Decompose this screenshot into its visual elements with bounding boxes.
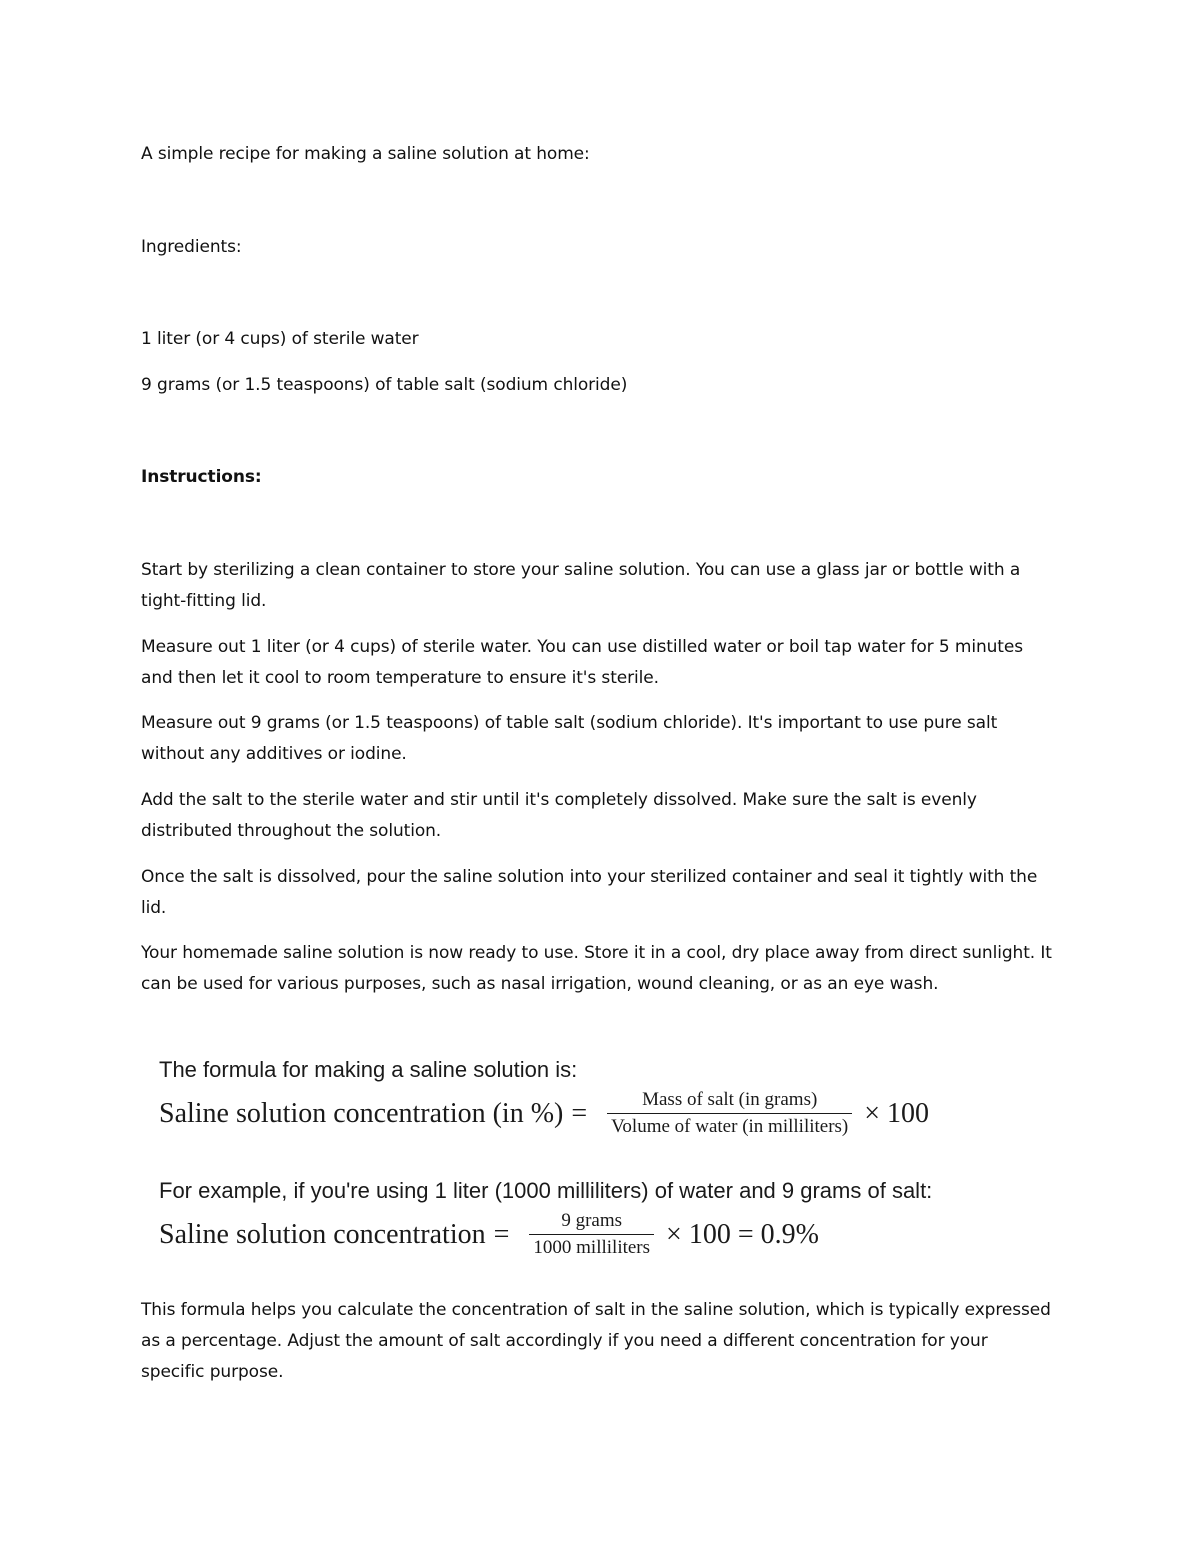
instructions-heading: Instructions: [141,467,262,487]
intro-text: A simple recipe for making a saline solution at home: [141,144,590,164]
ingredient-item: 9 grams (or 1.5 teaspoons) of table salt (sodium chloride) [141,375,628,395]
example-equals: = [493,1218,510,1250]
formula-heading: The formula for making a saline solution is: [159,1057,578,1082]
example-numerator: 9 grams [561,1210,623,1231]
instruction-step: Add the salt to the sterile water and stir until it's completely dissolved. Make sure the salt is evenly distributed throughout the solution. [141,790,977,841]
formula-equals: = [571,1097,588,1129]
formula-fraction [607,1089,852,1138]
formula-equation [159,1089,929,1138]
instruction-step: Your homemade saline solution is now ready to use. Store it in a cool, dry place away from direct sunlight. It can be used for various purposes, such as nasal irrigation, wound cleaning, or as an eye wash. [141,943,1052,994]
closing-text: This formula helps you calculate the concentration of salt in the saline solution, which is typically expressed as a percentage. Adjust the amount of salt accordingly if you need a different concentration for your specific purpose. [141,1300,1051,1382]
formula-times: × 100 [864,1097,930,1129]
ingredient-item: 1 liter (or 4 cups) of sterile water [141,329,419,349]
formula-lhs: Saline solution concentration (in %) [159,1097,564,1129]
example-lhs: Saline solution concentration [159,1218,486,1250]
example-heading: For example, if you're using 1 liter (1000 milliliters) of water and 9 grams of salt: [159,1178,933,1203]
example-denominator: 1000 milliliters [529,1234,654,1259]
instruction-step: Measure out 9 grams (or 1.5 teaspoons) of table salt (sodium chloride). It's important to use pure salt without any additives or iodine. [141,713,998,764]
example-fraction [529,1210,654,1259]
ingredients-heading: Ingredients: [141,237,242,257]
example-equation [159,1210,819,1259]
instruction-step: Once the salt is dissolved, pour the saline solution into your sterilized container and seal it tightly with the lid. [141,867,1038,918]
instruction-step: Start by sterilizing a clean container to store your saline solution. You can use a glass jar or bottle with a tight-fitting lid. [141,560,1021,611]
instruction-step: Measure out 1 liter (or 4 cups) of sterile water. You can use distilled water or boil tap water for 5 minutes and then let it cool to room temperature to ensure it's sterile. [141,637,1023,688]
formula-numerator: Mass of salt (in grams) [642,1089,818,1110]
formula-denominator: Volume of water (in milliliters) [607,1113,852,1138]
example-rhs: × 100 = 0.9% [666,1218,819,1250]
